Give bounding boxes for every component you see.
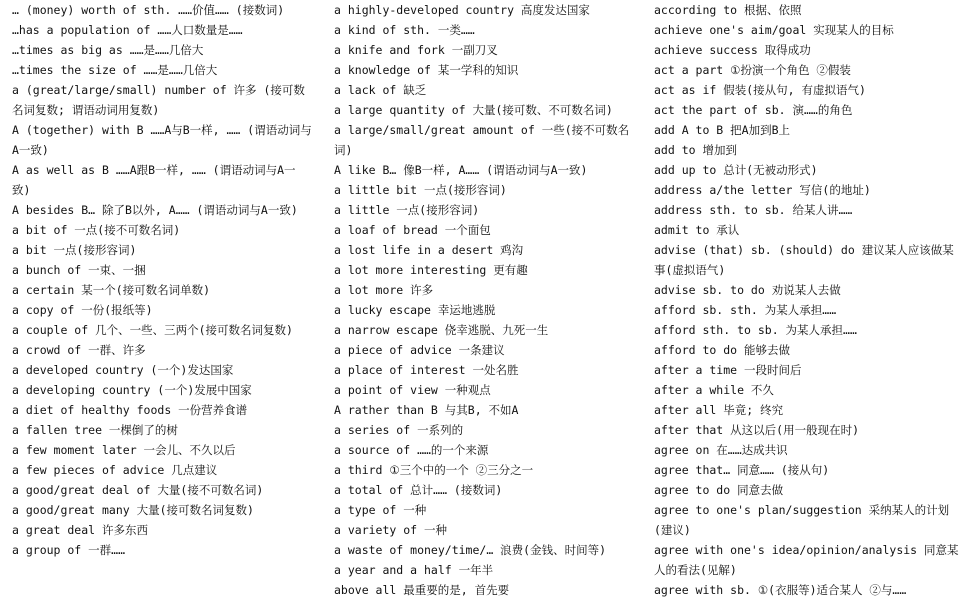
phrase-entry: act as if 假装(接从句, 有虚拟语气) — [654, 83, 866, 97]
phrase-entry: a kind of sth. 一类…… — [334, 23, 475, 37]
phrase-entry: a diet of healthy foods 一份营养食谱 — [12, 403, 248, 417]
phrase-entry: after that 从这以后(用一般现在时) — [654, 423, 860, 437]
phrase-entry: agree to do 同意去做 — [654, 483, 784, 497]
phrase-entry: advise (that) sb. (should) do 建议某人应该做某事(虚拟语气) — [654, 243, 954, 277]
phrase-entry: a highly-developed country 高度发达国家 — [334, 3, 590, 17]
phrase-entry: a certain 某一个(接可数名词单数) — [12, 283, 211, 297]
phrase-entry: a great deal 许多东西 — [12, 523, 149, 537]
phrase-entry: a knowledge of 某一学科的知识 — [334, 63, 519, 77]
phrase-entry: a year and a half 一年半 — [334, 563, 494, 577]
phrase-entry: a waste of money/time/… 浪费(金钱、时间等) — [334, 543, 607, 557]
phrase-entry: a copy of 一份(报纸等) — [12, 303, 153, 317]
phrase-entry: a series of 一系列的 — [334, 423, 464, 437]
phrase-entry: a narrow escape 侥幸逃脱、九死一生 — [334, 323, 549, 337]
phrase-entry: A rather than B 与其B, 不如A — [334, 403, 519, 417]
phrase-entry: A as well as B ……A跟B一样, …… (谓语动词与A一致) — [12, 163, 296, 197]
phrase-entry: above all 最重要的是, 首先要 — [334, 583, 510, 597]
phrase-entry: …times as big as ……是……几倍大 — [12, 43, 204, 57]
phrase-entry: agree with sb. ①(衣服等)适合某人 ②与…… — [654, 583, 907, 597]
phrase-entry: add to 增加到 — [654, 143, 737, 157]
phrase-entry: advise sb. to do 劝说某人去做 — [654, 283, 841, 297]
phrase-entry: afford to do 能够去做 — [654, 343, 791, 357]
phrase-entry: add A to B 把A加到B上 — [654, 123, 791, 137]
phrase-entry: agree that… 同意…… (接从句) — [654, 463, 830, 477]
phrase-entry: a lost life in a desert 鸡沟 — [334, 243, 524, 257]
phrase-entry: a little 一点(接形容词) — [334, 203, 480, 217]
phrase-entry: a lack of 缺乏 — [334, 83, 427, 97]
phrase-entry: agree on 在……达成共识 — [654, 443, 788, 457]
phrase-entry: address a/the letter 写信(的地址) — [654, 183, 871, 197]
phrase-entry: achieve success 取得成功 — [654, 43, 811, 57]
phrase-entry: a fallen tree 一棵倒了的树 — [12, 423, 178, 437]
phrase-entry: a source of ……的一个来源 — [334, 443, 489, 457]
phrase-entry: …times the size of ……是……几倍大 — [12, 63, 218, 77]
phrase-entry: a developing country (一个)发展中国家 — [12, 383, 252, 397]
phrase-entry: a (great/large/small) number of 许多 (接可数名词复数; 谓语动词用复数) — [12, 83, 305, 117]
column-1 — [12, 0, 312, 602]
phrase-entry: A like B… 像B一样, A…… (谓语动词与A一致) — [334, 163, 588, 177]
phrase-entry: a group of 一群…… — [12, 543, 126, 557]
phrase-entry: a few pieces of advice 几点建议 — [12, 463, 218, 477]
phrase-entry: afford sth. to sb. 为某人承担…… — [654, 323, 857, 337]
phrase-entry: a lot more interesting 更有趣 — [334, 263, 528, 277]
phrase-entry: a total of 总计…… (接数词) — [334, 483, 503, 497]
phrase-entry: a lot more 许多 — [334, 283, 434, 297]
phrase-entry: a third ①三个中的一个 ②三分之一 — [334, 463, 534, 477]
phrase-entry: agree to one's plan/suggestion 采纳某人的计划(建议) — [654, 503, 950, 537]
phrase-entry: a bit of 一点(接不可数名词) — [12, 223, 181, 237]
phrase-entry: …has a population of ……人口数量是…… — [12, 23, 243, 37]
phrase-entry: a crowd of 一群、许多 — [12, 343, 146, 357]
phrase-entry: add up to 总计(无被动形式) — [654, 163, 818, 177]
phrase-entry: afford sb. sth. 为某人承担…… — [654, 303, 837, 317]
phrase-entry: a large quantity of 大量(接可数、不可数名词) — [334, 103, 613, 117]
phrase-entry: a good/great deal of 大量(接不可数名词) — [12, 483, 264, 497]
phrase-entry: achieve one's aim/goal 实现某人的目标 — [654, 23, 894, 37]
phrase-entry: a point of view 一种观点 — [334, 383, 491, 397]
phrase-entry: a lucky escape 幸运地逃脱 — [334, 303, 496, 317]
phrase-entry: a knife and fork 一副刀叉 — [334, 43, 498, 57]
phrase-entry: a large/small/great amount of 一些(接不可数名词) — [334, 123, 630, 157]
phrase-entry: a loaf of bread 一个面包 — [334, 223, 491, 237]
phrase-entry: act the part of sb. 演……的角色 — [654, 103, 853, 117]
column-2 — [334, 0, 630, 602]
phrase-entry: address sth. to sb. 给某人讲…… — [654, 203, 853, 217]
column-3 — [654, 0, 960, 602]
phrase-entry: a good/great many 大量(接可数名词复数) — [12, 503, 254, 517]
phrase-entry: … (money) worth of sth. ……价值…… (接数词) — [12, 3, 285, 17]
phrase-entry: a type of 一种 — [334, 503, 427, 517]
phrase-entry: a bunch of 一束、一捆 — [12, 263, 146, 277]
phrase-entry: a couple of 几个、一些、三两个(接可数名词复数) — [12, 323, 293, 337]
phrase-entry: admit to 承认 — [654, 223, 740, 237]
phrase-entry: a bit 一点(接形容词) — [12, 243, 137, 257]
phrase-entry: a little bit 一点(接形容词) — [334, 183, 507, 197]
phrase-entry: a developed country (一个)发达国家 — [12, 363, 234, 377]
phrase-entry: according to 根据、依照 — [654, 3, 802, 17]
phrase-entry: after a time 一段时间后 — [654, 363, 802, 377]
phrase-entry: a piece of advice 一条建议 — [334, 343, 505, 357]
phrase-entry: A (together) with B ……A与B一样, …… (谓语动词与A一致) — [12, 123, 312, 157]
phrase-entry: after all 毕竟; 终究 — [654, 403, 784, 417]
phrase-entry: after a while 不久 — [654, 383, 774, 397]
phrase-entry: a few moment later 一会儿、不久以后 — [12, 443, 236, 457]
phrase-entry: a variety of 一种 — [334, 523, 448, 537]
phrase-entry: act a part ①扮演一个角色 ②假装 — [654, 63, 851, 77]
phrase-entry: A besides B… 除了B以外, A…… (谓语动词与A一致) — [12, 203, 298, 217]
phrase-entry: a place of interest 一处名胜 — [334, 363, 519, 377]
phrase-entry: agree with one's idea/opinion/analysis 同意某人的看法(见解) — [654, 543, 959, 577]
